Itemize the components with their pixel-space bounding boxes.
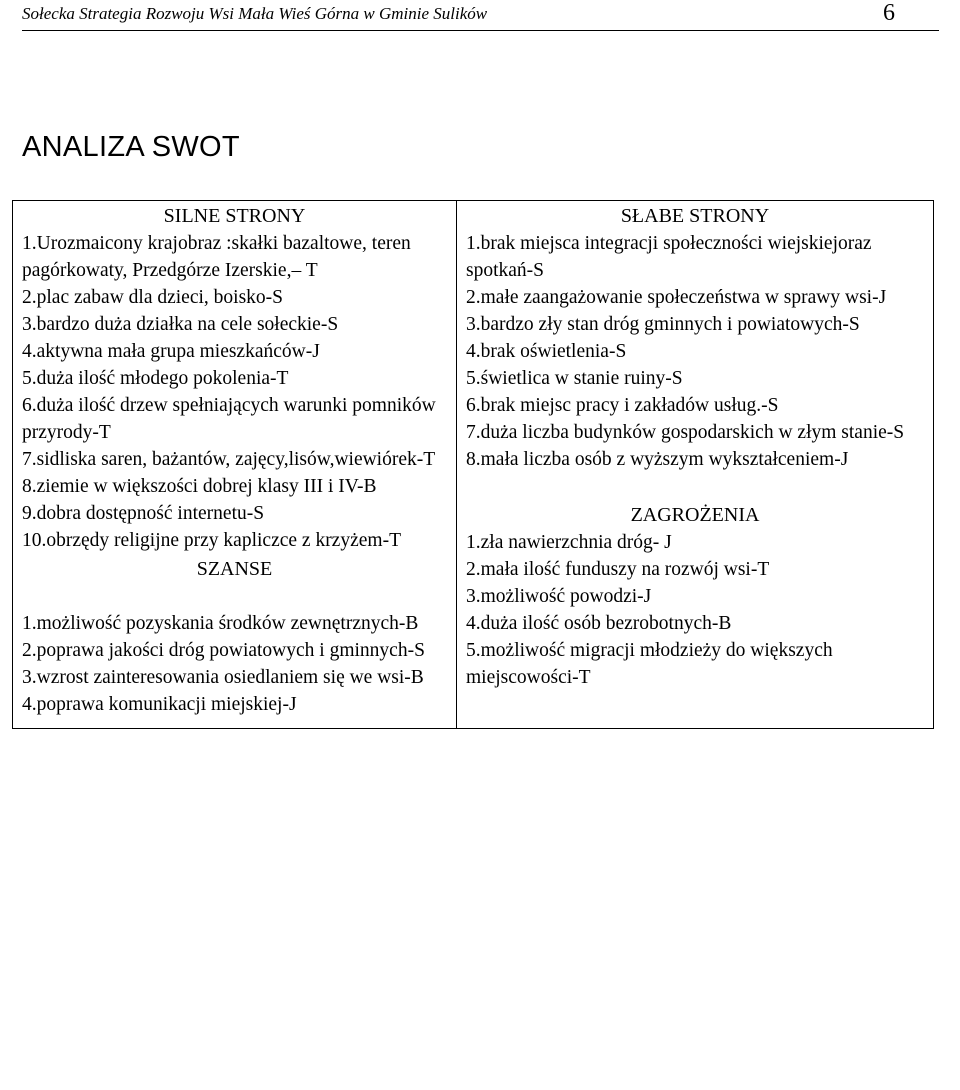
weakness-item: 1.brak miejsca integracji społeczności wiejskiejoraz spotkań-S	[466, 233, 872, 281]
weakness-item: 2.małe zaangażowanie społeczeństwa w sprawy wsi-J	[466, 287, 887, 308]
threat-item: 2.mała ilość funduszy na rozwój wsi-T	[466, 559, 770, 580]
strength-item: 7.sidliska saren, bażantów, zajęcy,lisów,wiewiórek-T	[22, 449, 436, 470]
strength-item: 4.aktywna mała grupa mieszkańców-J	[22, 341, 320, 362]
weakness-item: 6.brak miejsc pracy i zakładów usług.-S	[466, 395, 779, 416]
threat-item: 5.możliwość migracji młodzieży do większych miejscowości-T	[466, 640, 833, 688]
threat-item: 1.zła nawierzchnia dróg- J	[466, 532, 672, 553]
weaknesses-list	[466, 230, 924, 473]
threats-list	[466, 529, 924, 691]
opportunity-item: 1.możliwość pozyskania środków zewnętrznych-B	[22, 613, 419, 634]
swot-table	[12, 200, 934, 729]
threat-item: 3.możliwość powodzi-J	[466, 586, 652, 607]
opportunities-list	[22, 610, 447, 718]
strength-item: 2.plac zabaw dla dzieci, boisko-S	[22, 287, 283, 308]
threat-item: 4.duża ilość osób bezrobotnych-B	[466, 613, 732, 634]
spacer	[466, 473, 924, 500]
opportunity-item: 2.poprawa jakości dróg powiatowych i gminnych-S	[22, 640, 425, 661]
weaknesses-threats-cell	[457, 201, 934, 729]
weakness-item: 8.mała liczba osób z wyższym wykształceniem-J	[466, 449, 849, 470]
strength-item: 1.Urozmaicony krajobraz :skałki bazaltowe, teren pagórkowaty, Przedgórze Izerskie,– T	[22, 233, 411, 281]
strength-item: 6.duża ilość drzew spełniających warunki pomników przyrody-T	[22, 395, 436, 443]
page-number: 6	[883, 0, 895, 26]
spacer	[22, 583, 447, 610]
page-header	[22, 0, 939, 31]
weaknesses-title: SŁABE STRONY	[620, 205, 770, 227]
strength-item: 9.dobra dostępność internetu-S	[22, 503, 265, 524]
weakness-item: 5.świetlica w stanie ruiny-S	[466, 368, 683, 389]
strength-item: 8.ziemie w większości dobrej klasy III i IV-B	[22, 476, 377, 497]
document-running-title: Sołecka Strategia Rozwoju Wsi Mała Wieś Górna w Gminie Sulików	[22, 4, 488, 23]
strength-item: 3.bardzo duża działka na cele sołeckie-S	[22, 314, 339, 335]
weakness-item: 4.brak oświetlenia-S	[466, 341, 627, 362]
threats-title: ZAGROŻENIA	[630, 504, 760, 526]
strengths-opportunities-cell	[13, 201, 457, 729]
opportunity-item: 3.wzrost zainteresowania osiedlaniem się we wsi-B	[22, 667, 424, 688]
strengths-title: SILNE STRONY	[163, 205, 306, 227]
section-heading: ANALIZA SWOT	[22, 131, 240, 163]
opportunities-title: SZANSE	[196, 558, 273, 580]
weakness-item: 3.bardzo zły stan dróg gminnych i powiatowych-S	[466, 314, 860, 335]
weakness-item: 7.duża liczba budynków gospodarskich w złym stanie-S	[466, 422, 905, 443]
strength-item: 5.duża ilość młodego pokolenia-T	[22, 368, 289, 389]
strengths-list	[22, 230, 447, 554]
strength-item: 10.obrzędy religijne przy kapliczce z krzyżem-T	[22, 530, 401, 551]
opportunity-item: 4.poprawa komunikacji miejskiej-J	[22, 694, 297, 715]
